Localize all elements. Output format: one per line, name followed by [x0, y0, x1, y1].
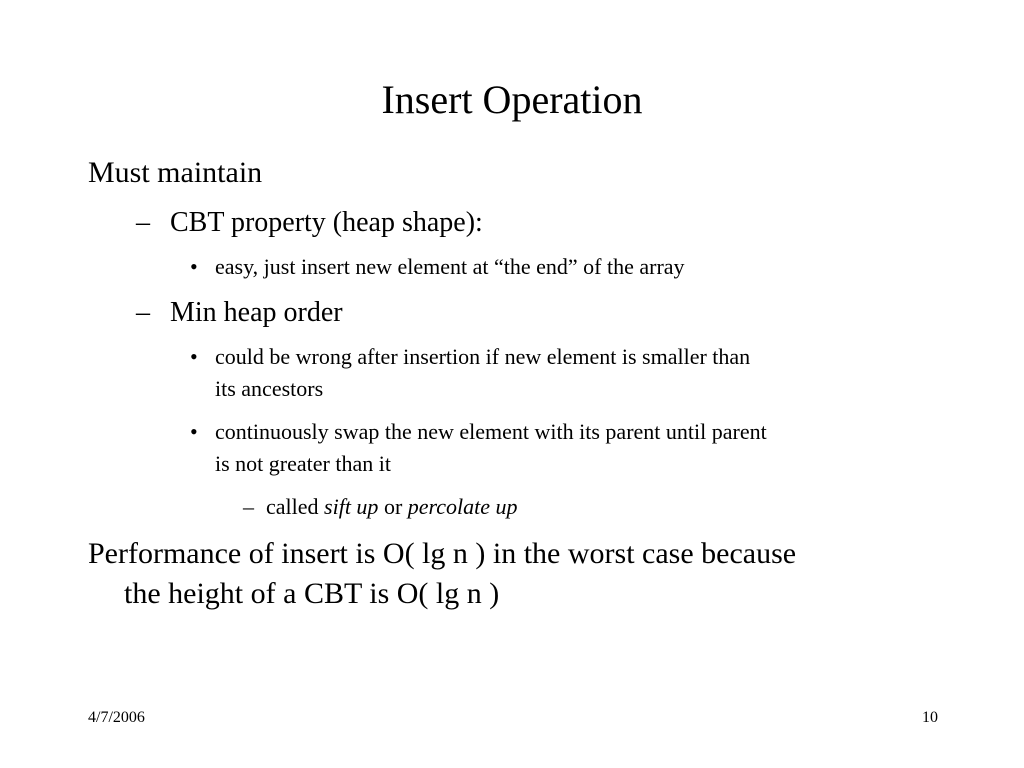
footer-date: 4/7/2006	[88, 709, 145, 726]
slide-title: Insert Operation	[381, 77, 643, 122]
min-heap-order-text: Min heap order	[170, 297, 343, 328]
min-heap-detail1-line1: could be wrong after insertion if new element is smaller than	[215, 344, 751, 369]
min-heap-detail1-line2: its ancestors	[215, 376, 324, 401]
min-heap-detail2-bullet: •	[190, 419, 198, 444]
performance-line2: the height of a CBT is O( lg n )	[124, 577, 500, 610]
min-heap-detail1-bullet: •	[190, 344, 198, 369]
sift-up-term: sift up	[324, 494, 379, 519]
called-dash-marker: –	[243, 494, 254, 519]
percolate-up-term: percolate up	[407, 494, 518, 519]
must-maintain-text: Must maintain	[88, 156, 263, 189]
performance-line1: Performance of insert is O( lg n ) in the worst case because	[88, 537, 797, 570]
footer-page-number: 10	[922, 709, 938, 726]
min-heap-detail2-line1: continuously swap the new element with its parent until parent	[215, 419, 767, 444]
min-heap-detail2-line2: is not greater than it	[215, 451, 391, 476]
called-text: called	[266, 494, 325, 519]
cbt-detail-text: easy, just insert new element at “the end” of the array	[215, 254, 685, 279]
called-line	[266, 493, 518, 521]
or-text: or	[378, 494, 408, 519]
cbt-detail-bullet: •	[190, 254, 198, 279]
cbt-property-text: CBT property (heap shape):	[170, 207, 483, 238]
min-heap-dash-marker: –	[136, 297, 150, 328]
cbt-dash-marker: –	[136, 207, 150, 238]
